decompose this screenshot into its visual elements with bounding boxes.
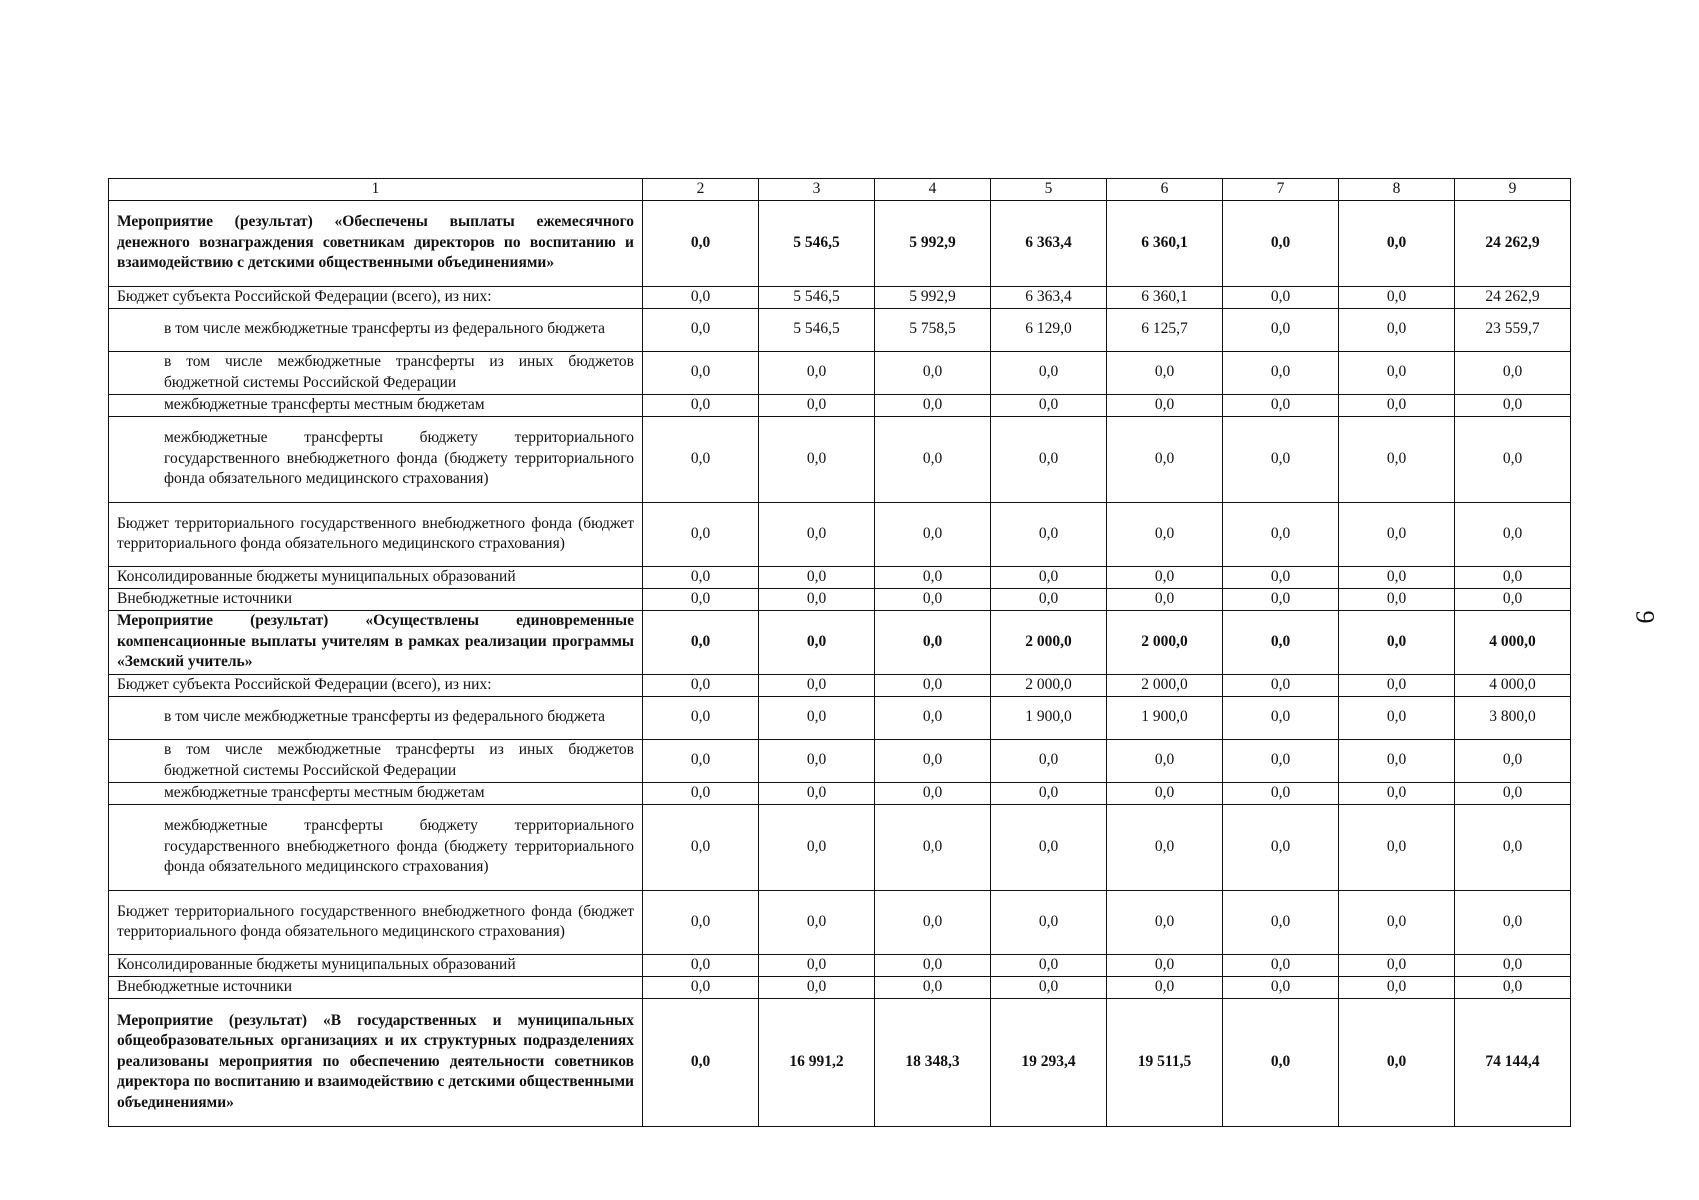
value-cell: 0,0 — [1339, 890, 1455, 954]
value-cell: 0,0 — [1339, 286, 1455, 308]
value-cell: 6 125,7 — [1107, 308, 1223, 351]
value-cell: 0,0 — [1339, 954, 1455, 976]
row-label: в том числе межбюджетные трансферты из федерального бюджета — [109, 308, 643, 351]
value-cell: 6 363,4 — [991, 200, 1107, 286]
table-row — [109, 890, 1571, 954]
table-row — [109, 998, 1571, 1126]
value-cell: 0,0 — [875, 954, 991, 976]
value-cell: 0,0 — [759, 394, 875, 416]
value-cell: 0,0 — [1339, 976, 1455, 998]
value-cell: 0,0 — [1107, 588, 1223, 610]
value-cell: 0,0 — [759, 610, 875, 674]
value-cell: 0,0 — [759, 351, 875, 394]
value-cell: 0,0 — [1223, 674, 1339, 696]
table-row — [109, 610, 1571, 674]
value-cell: 0,0 — [1107, 890, 1223, 954]
value-cell: 0,0 — [1223, 200, 1339, 286]
row-label: в том числе межбюджетные трансферты из иных бюджетов бюджетной системы Российской Федерации — [109, 739, 643, 782]
value-cell: 0,0 — [643, 200, 759, 286]
value-cell: 0,0 — [643, 998, 759, 1126]
value-cell: 0,0 — [991, 890, 1107, 954]
value-cell: 0,0 — [759, 804, 875, 890]
row-label: межбюджетные трансферты бюджету территориального государственного внебюджетного фонда (бюджету территориального фонда обязательного медицинского страхования) — [109, 416, 643, 502]
table-row — [109, 200, 1571, 286]
value-cell: 0,0 — [1339, 674, 1455, 696]
value-cell: 0,0 — [1223, 976, 1339, 998]
value-cell: 0,0 — [1455, 502, 1571, 566]
value-cell: 5 992,9 — [875, 286, 991, 308]
value-cell: 0,0 — [1107, 782, 1223, 804]
value-cell: 0,0 — [991, 394, 1107, 416]
value-cell: 0,0 — [643, 308, 759, 351]
value-cell: 3 800,0 — [1455, 696, 1571, 739]
value-cell: 0,0 — [643, 674, 759, 696]
value-cell: 0,0 — [1455, 782, 1571, 804]
value-cell: 0,0 — [1223, 588, 1339, 610]
value-cell: 0,0 — [875, 696, 991, 739]
table-row — [109, 804, 1571, 890]
row-label: Мероприятие (результат) «В государственных и муниципальных общеобразовательных организациях и их структурных подразделениях реализованы мероприятия по обеспечению деятельности советников директора по воспитанию и взаимодействию с детскими общественными объединениями» — [109, 998, 643, 1126]
value-cell: 0,0 — [1339, 416, 1455, 502]
value-cell: 0,0 — [1223, 696, 1339, 739]
value-cell: 74 144,4 — [1455, 998, 1571, 1126]
value-cell: 0,0 — [643, 976, 759, 998]
value-cell: 0,0 — [643, 739, 759, 782]
value-cell: 0,0 — [1339, 566, 1455, 588]
value-cell: 0,0 — [643, 502, 759, 566]
table-row — [109, 588, 1571, 610]
table-row — [109, 351, 1571, 394]
value-cell: 0,0 — [759, 416, 875, 502]
value-cell: 0,0 — [1455, 351, 1571, 394]
row-label: Бюджет территориального государственного внебюджетного фонда (бюджет территориального фонда обязательного медицинского страхования) — [109, 890, 643, 954]
value-cell: 0,0 — [1339, 739, 1455, 782]
value-cell: 0,0 — [643, 351, 759, 394]
value-cell: 0,0 — [875, 739, 991, 782]
value-cell: 0,0 — [1455, 566, 1571, 588]
value-cell: 0,0 — [991, 782, 1107, 804]
value-cell: 0,0 — [991, 588, 1107, 610]
row-label: Внебюджетные источники — [109, 976, 643, 998]
table-row — [109, 416, 1571, 502]
value-cell: 0,0 — [643, 782, 759, 804]
value-cell: 0,0 — [875, 588, 991, 610]
value-cell: 0,0 — [759, 782, 875, 804]
value-cell: 0,0 — [991, 804, 1107, 890]
value-cell: 0,0 — [759, 674, 875, 696]
value-cell: 0,0 — [991, 566, 1107, 588]
value-cell: 0,0 — [991, 502, 1107, 566]
value-cell: 0,0 — [643, 610, 759, 674]
value-cell: 5 546,5 — [759, 286, 875, 308]
value-cell: 0,0 — [643, 286, 759, 308]
row-label: Мероприятие (результат) «Обеспечены выплаты ежемесячного денежного вознаграждения советникам директоров по воспитанию и взаимодействию с детскими общественными объединениями» — [109, 200, 643, 286]
row-label: в том числе межбюджетные трансферты из федерального бюджета — [109, 696, 643, 739]
header-cell: 9 — [1455, 179, 1571, 201]
value-cell: 0,0 — [1455, 954, 1571, 976]
row-label: Бюджет территориального государственного внебюджетного фонда (бюджет территориального фонда обязательного медицинского страхования) — [109, 502, 643, 566]
value-cell: 0,0 — [643, 890, 759, 954]
value-cell: 0,0 — [991, 351, 1107, 394]
value-cell: 2 000,0 — [991, 674, 1107, 696]
value-cell: 0,0 — [1223, 890, 1339, 954]
value-cell: 5 758,5 — [875, 308, 991, 351]
row-label: межбюджетные трансферты местным бюджетам — [109, 394, 643, 416]
value-cell: 0,0 — [1223, 416, 1339, 502]
value-cell: 0,0 — [643, 416, 759, 502]
value-cell: 0,0 — [1455, 416, 1571, 502]
value-cell: 0,0 — [875, 416, 991, 502]
value-cell: 0,0 — [991, 954, 1107, 976]
value-cell: 0,0 — [759, 502, 875, 566]
value-cell: 0,0 — [875, 782, 991, 804]
value-cell: 0,0 — [1223, 351, 1339, 394]
value-cell: 0,0 — [1223, 804, 1339, 890]
table-row — [109, 782, 1571, 804]
value-cell: 19 511,5 — [1107, 998, 1223, 1126]
table-row — [109, 286, 1571, 308]
row-label: Бюджет субъекта Российской Федерации (всего), из них: — [109, 286, 643, 308]
value-cell: 0,0 — [1223, 739, 1339, 782]
page-number: 9 — [1630, 610, 1660, 624]
header-cell: 7 — [1223, 179, 1339, 201]
value-cell: 0,0 — [759, 739, 875, 782]
value-cell: 0,0 — [643, 804, 759, 890]
row-label: межбюджетные трансферты местным бюджетам — [109, 782, 643, 804]
budget-table — [108, 178, 1571, 1127]
value-cell: 2 000,0 — [1107, 674, 1223, 696]
value-cell: 0,0 — [875, 394, 991, 416]
value-cell: 0,0 — [1455, 588, 1571, 610]
value-cell: 1 900,0 — [1107, 696, 1223, 739]
row-label: Консолидированные бюджеты муниципальных образований — [109, 566, 643, 588]
value-cell: 5 546,5 — [759, 200, 875, 286]
value-cell: 0,0 — [759, 696, 875, 739]
value-cell: 0,0 — [1339, 804, 1455, 890]
table-row — [109, 566, 1571, 588]
value-cell: 0,0 — [875, 351, 991, 394]
value-cell: 0,0 — [1223, 954, 1339, 976]
value-cell: 0,0 — [1339, 782, 1455, 804]
value-cell: 0,0 — [1107, 351, 1223, 394]
value-cell: 0,0 — [1223, 286, 1339, 308]
header-cell: 8 — [1339, 179, 1455, 201]
value-cell: 0,0 — [1455, 394, 1571, 416]
value-cell: 0,0 — [1455, 739, 1571, 782]
row-label: Внебюджетные источники — [109, 588, 643, 610]
value-cell: 0,0 — [991, 416, 1107, 502]
value-cell: 6 129,0 — [991, 308, 1107, 351]
value-cell: 0,0 — [1339, 308, 1455, 351]
value-cell: 6 360,1 — [1107, 200, 1223, 286]
value-cell: 0,0 — [875, 566, 991, 588]
header-row — [109, 179, 1571, 201]
value-cell: 0,0 — [643, 394, 759, 416]
value-cell: 0,0 — [1339, 588, 1455, 610]
table-row — [109, 976, 1571, 998]
row-label: межбюджетные трансферты бюджету территориального государственного внебюджетного фонда (бюджету территориального фонда обязательного медицинского страхования) — [109, 804, 643, 890]
value-cell: 0,0 — [1339, 998, 1455, 1126]
value-cell: 0,0 — [1107, 976, 1223, 998]
value-cell: 16 991,2 — [759, 998, 875, 1126]
value-cell: 0,0 — [1223, 998, 1339, 1126]
row-label: в том числе межбюджетные трансферты из иных бюджетов бюджетной системы Российской Федерации — [109, 351, 643, 394]
value-cell: 0,0 — [1455, 804, 1571, 890]
value-cell: 0,0 — [1223, 308, 1339, 351]
value-cell: 6 363,4 — [991, 286, 1107, 308]
value-cell: 2 000,0 — [991, 610, 1107, 674]
value-cell: 0,0 — [1107, 804, 1223, 890]
row-label: Мероприятие (результат) «Осуществлены единовременные компенсационные выплаты учителям в рамках реализации программы «Земский учитель» — [109, 610, 643, 674]
value-cell: 4 000,0 — [1455, 674, 1571, 696]
value-cell: 23 559,7 — [1455, 308, 1571, 351]
value-cell: 0,0 — [1107, 394, 1223, 416]
table-body — [109, 179, 1571, 1127]
value-cell: 0,0 — [1223, 502, 1339, 566]
value-cell: 1 900,0 — [991, 696, 1107, 739]
value-cell: 0,0 — [875, 502, 991, 566]
value-cell: 0,0 — [991, 976, 1107, 998]
value-cell: 0,0 — [643, 954, 759, 976]
value-cell: 0,0 — [1223, 394, 1339, 416]
value-cell: 24 262,9 — [1455, 200, 1571, 286]
value-cell: 0,0 — [991, 739, 1107, 782]
table-row — [109, 502, 1571, 566]
header-cell: 2 — [643, 179, 759, 201]
value-cell: 2 000,0 — [1107, 610, 1223, 674]
value-cell: 0,0 — [1339, 610, 1455, 674]
value-cell: 0,0 — [875, 890, 991, 954]
value-cell: 0,0 — [1339, 394, 1455, 416]
header-cell: 1 — [109, 179, 643, 201]
value-cell: 0,0 — [875, 976, 991, 998]
header-cell: 6 — [1107, 179, 1223, 201]
value-cell: 0,0 — [643, 696, 759, 739]
value-cell: 0,0 — [1339, 502, 1455, 566]
value-cell: 0,0 — [1107, 954, 1223, 976]
row-label: Бюджет субъекта Российской Федерации (всего), из них: — [109, 674, 643, 696]
value-cell: 6 360,1 — [1107, 286, 1223, 308]
value-cell: 0,0 — [1223, 566, 1339, 588]
row-label: Консолидированные бюджеты муниципальных образований — [109, 954, 643, 976]
table-row — [109, 394, 1571, 416]
value-cell: 4 000,0 — [1455, 610, 1571, 674]
value-cell: 0,0 — [1455, 976, 1571, 998]
value-cell: 0,0 — [1339, 696, 1455, 739]
value-cell: 0,0 — [759, 588, 875, 610]
value-cell: 0,0 — [1223, 782, 1339, 804]
value-cell: 0,0 — [1339, 200, 1455, 286]
table-row — [109, 739, 1571, 782]
value-cell: 0,0 — [875, 674, 991, 696]
value-cell: 5 992,9 — [875, 200, 991, 286]
table-row — [109, 696, 1571, 739]
value-cell: 0,0 — [1107, 566, 1223, 588]
table-row — [109, 674, 1571, 696]
value-cell: 0,0 — [1339, 351, 1455, 394]
value-cell: 0,0 — [1223, 610, 1339, 674]
header-cell: 5 — [991, 179, 1107, 201]
table-row — [109, 308, 1571, 351]
value-cell: 5 546,5 — [759, 308, 875, 351]
header-cell: 4 — [875, 179, 991, 201]
value-cell: 0,0 — [1107, 739, 1223, 782]
value-cell: 0,0 — [875, 610, 991, 674]
value-cell: 24 262,9 — [1455, 286, 1571, 308]
value-cell: 19 293,4 — [991, 998, 1107, 1126]
value-cell: 0,0 — [759, 976, 875, 998]
value-cell: 0,0 — [759, 566, 875, 588]
value-cell: 0,0 — [1107, 416, 1223, 502]
value-cell: 0,0 — [1107, 502, 1223, 566]
table-row — [109, 954, 1571, 976]
value-cell: 0,0 — [875, 804, 991, 890]
header-cell: 3 — [759, 179, 875, 201]
value-cell: 0,0 — [643, 566, 759, 588]
value-cell: 0,0 — [759, 954, 875, 976]
value-cell: 0,0 — [759, 890, 875, 954]
value-cell: 18 348,3 — [875, 998, 991, 1126]
value-cell: 0,0 — [643, 588, 759, 610]
value-cell: 0,0 — [1455, 890, 1571, 954]
